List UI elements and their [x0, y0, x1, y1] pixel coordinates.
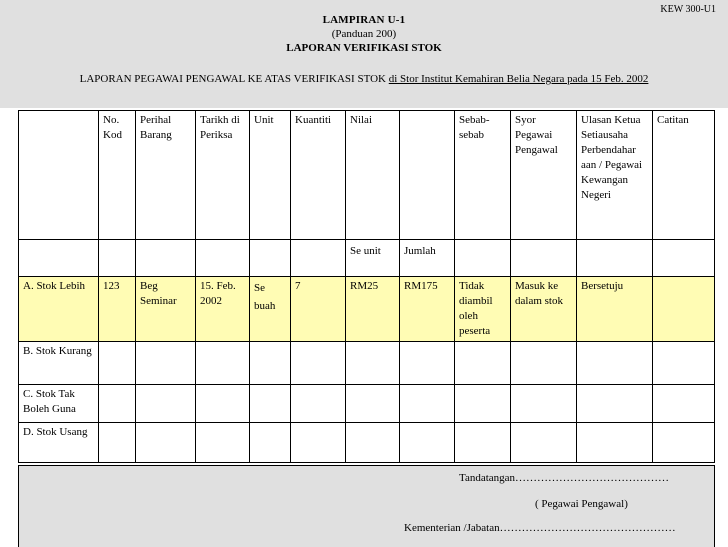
title-block	[0, 14, 728, 54]
header-per-unit: Se unit	[346, 240, 400, 277]
empty-cell	[400, 342, 455, 385]
empty-cell	[250, 342, 291, 385]
empty-cell	[196, 342, 250, 385]
subheader-cell	[136, 240, 196, 277]
subheader-cell	[653, 240, 715, 277]
table-row-shortage-stock	[19, 342, 715, 385]
appendix-title: LAMPIRAN U-1	[322, 14, 406, 26]
header-item: Perihal Barang	[136, 111, 196, 240]
header-recommendation: Syor Pegawai Pengawal	[511, 111, 577, 240]
form-header	[0, 0, 728, 108]
header-comments: Ulasan Ketua Setiausaha Perbendahar aan / Pegawai Kewangan Negeri	[577, 111, 653, 240]
subheader-cell	[511, 240, 577, 277]
empty-cell	[455, 423, 511, 463]
empty-cell	[577, 385, 653, 423]
empty-cell	[653, 342, 715, 385]
empty-cell	[250, 423, 291, 463]
header-unit: Unit	[250, 111, 291, 240]
empty-cell	[136, 342, 196, 385]
row-label: B. Stok Kurang	[19, 342, 99, 385]
signature-footer	[18, 465, 715, 547]
cell-unit: Se buah	[250, 277, 291, 342]
empty-cell	[511, 385, 577, 423]
header-category	[19, 111, 99, 240]
header-value: Nilai	[346, 111, 400, 240]
empty-cell	[400, 385, 455, 423]
stock-verification-table	[18, 110, 715, 463]
empty-cell	[511, 342, 577, 385]
cell-unit-value: RM25	[346, 277, 400, 342]
subheader-row	[19, 240, 715, 277]
subheader-cell	[196, 240, 250, 277]
empty-cell	[196, 423, 250, 463]
subheader-cell	[291, 240, 346, 277]
empty-cell	[99, 385, 136, 423]
header-total: Jumlah	[400, 240, 455, 277]
empty-cell	[346, 385, 400, 423]
header-reason: Sebab-sebab	[455, 111, 511, 240]
report-title: LAPORAN VERIFIKASI STOK	[286, 42, 442, 54]
empty-cell	[511, 423, 577, 463]
cell-comments: Bersetuju	[577, 277, 653, 342]
empty-cell	[136, 423, 196, 463]
header-code: No. Kod	[99, 111, 136, 240]
empty-cell	[400, 423, 455, 463]
empty-cell	[196, 385, 250, 423]
cell-quantity: 7	[291, 277, 346, 342]
empty-cell	[291, 385, 346, 423]
header-remarks: Catitan	[653, 111, 715, 240]
empty-cell	[455, 385, 511, 423]
officer-title: ( Pegawai Pengawal)	[535, 498, 628, 510]
table-row-obsolete-stock	[19, 423, 715, 463]
cell-remarks	[653, 277, 715, 342]
empty-cell	[653, 385, 715, 423]
empty-cell	[653, 423, 715, 463]
empty-cell	[346, 342, 400, 385]
cell-reason: Tidak diambil oleh peserta	[455, 277, 511, 342]
report-location-date: di Stor Institut Kemahiran Belia Negara pada 15 Feb. 2002	[388, 73, 649, 85]
subheader-cell	[19, 240, 99, 277]
cell-item: Beg Seminar	[136, 277, 196, 342]
empty-cell	[577, 342, 653, 385]
table-row-excess-stock	[19, 277, 715, 342]
header-quantity: Kuantiti	[291, 111, 346, 240]
empty-cell	[250, 385, 291, 423]
empty-cell	[291, 342, 346, 385]
cell-recommendation: Masuk ke dalam stok	[511, 277, 577, 342]
empty-cell	[136, 385, 196, 423]
ministry-line: Kementerian /Jabatan…………………………………………	[404, 522, 676, 534]
row-label: A. Stok Lebih	[19, 277, 99, 342]
empty-cell	[99, 342, 136, 385]
form-code: KEW 300-U1	[660, 4, 716, 15]
report-description-prefix: LAPORAN PEGAWAI PENGAWAL KE ATAS VERIFIKASI STOK	[79, 73, 389, 85]
guide-reference: (Panduan 200)	[331, 28, 397, 40]
empty-cell	[99, 423, 136, 463]
header-row	[19, 111, 715, 240]
subheader-cell	[577, 240, 653, 277]
subheader-cell	[455, 240, 511, 277]
empty-cell	[577, 423, 653, 463]
empty-cell	[455, 342, 511, 385]
signature-line: Tandatangan……………………………………	[459, 472, 670, 484]
row-label: C. Stok Tak Boleh Guna	[19, 385, 99, 423]
header-date: Tarikh di Periksa	[196, 111, 250, 240]
row-label: D. Stok Usang	[19, 423, 99, 463]
report-description	[0, 73, 728, 85]
empty-cell	[291, 423, 346, 463]
header-value-blank	[400, 111, 455, 240]
cell-code: 123	[99, 277, 136, 342]
cell-total-value: RM175	[400, 277, 455, 342]
cell-date: 15. Feb. 2002	[196, 277, 250, 342]
subheader-cell	[99, 240, 136, 277]
empty-cell	[346, 423, 400, 463]
table-row-unusable-stock	[19, 385, 715, 423]
subheader-cell	[250, 240, 291, 277]
